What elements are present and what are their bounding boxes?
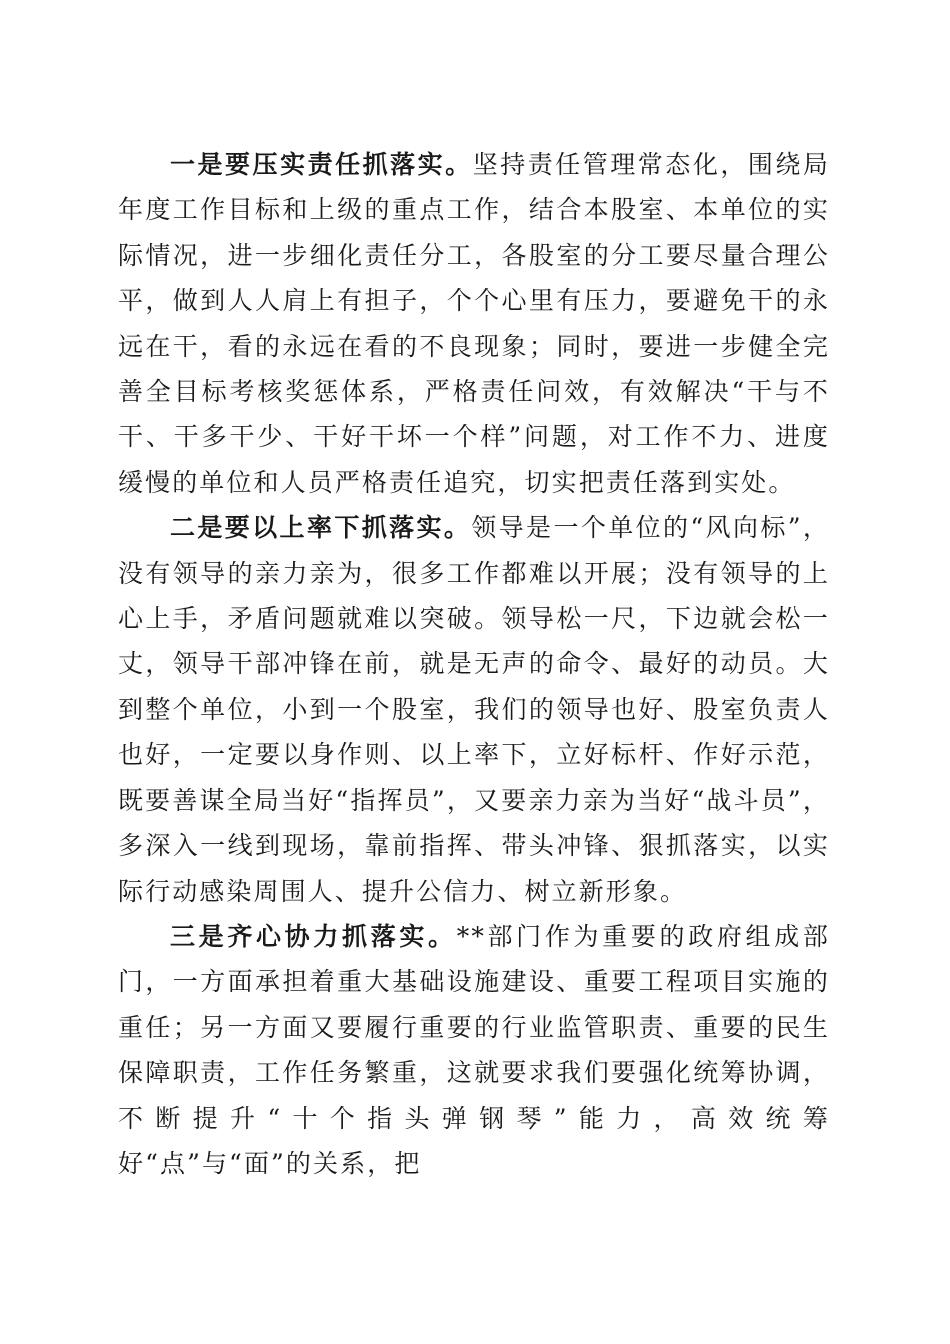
paragraph-1-lead: 一是要压实责任抓落实。: [170, 150, 473, 179]
paragraph-1: [118, 142, 830, 505]
paragraph-2-body: 领导是一个单位的“风向标”，没有领导的亲力亲为，很多工作都难以开展；没有领导的上心上手，矛盾问题就难以突破。领导松一尺，下边就会松一丈，领导干部冲锋在前，就是无声的命令、最好的动员。大到整个单位，小到一个股室，我们的领导也好、股室负责人也好，一定要以身作则、以上率下，立好标杆、作好示范，既要善谋全局当好“指挥员”，又要亲力亲为当好“战斗员”，多深入一线到现场，靠前指挥、带头冲锋、狠抓落实，以实际行动感染周围人、提升公信力、树立新形象。: [118, 513, 830, 906]
paragraph-2-lead: 二是要以上率下抓落实。: [170, 513, 472, 543]
paragraph-3-body: **部门作为重要的政府组成部门，一方面承担着重大基础设施建设、重要工程项目实施的重任；另一方面又要履行重要的行业监管职责、重要的民生保障职责，工作任务繁重，这就要求我们要强化统筹协调，不断提升“十个指头弹钢琴”能力，高效统筹好“点”与“面”的关系，把: [118, 921, 830, 1178]
paragraph-3: [118, 914, 830, 1186]
document-body: [118, 142, 830, 1186]
paragraph-1-body: 坚持责任管理常态化，围绕局年度工作目标和上级的重点工作，结合本股室、本单位的实际情况，进一步细化责任分工，各股室的分工要尽量合理公平，做到人人肩上有担子，个个心里有压力，要避免干的永远在干，看的永远在看的不良现象；同时，要进一步健全完善全目标考核奖惩体系，严格责任问效，有效解决“干与不干、干多干少、干好干坏一个样”问题，对工作不力、进度缓慢的单位和人员严格责任追究，切实把责任落到实处。: [118, 150, 830, 497]
paragraph-3-lead: 三是齐心协力抓落实。: [170, 921, 457, 951]
paragraph-2: [118, 505, 830, 914]
